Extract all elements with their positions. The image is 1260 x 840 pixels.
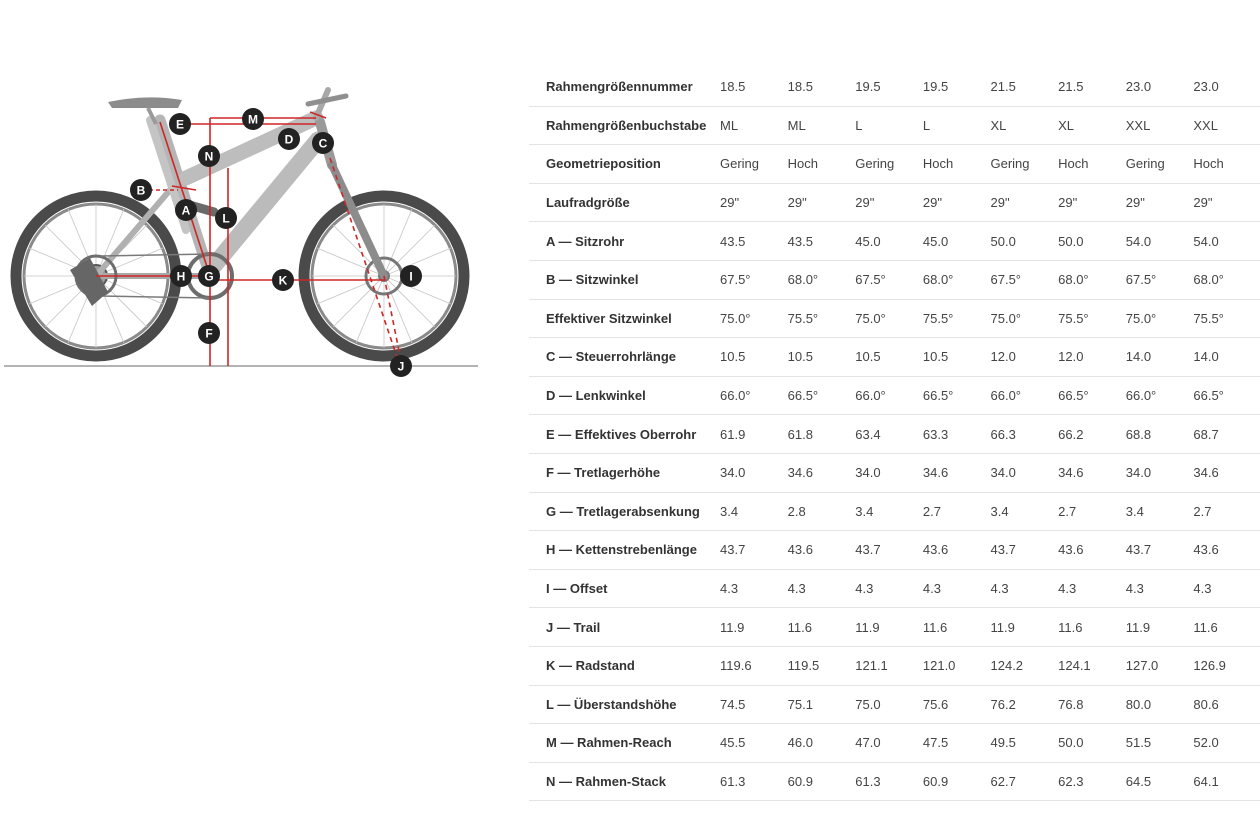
table-cell: 11.6 bbox=[922, 608, 990, 647]
table-cell: 61.3 bbox=[854, 762, 922, 801]
table-row bbox=[529, 106, 1260, 145]
table-cell: 61.3 bbox=[719, 762, 787, 801]
table-cell: 29" bbox=[787, 183, 855, 222]
table-cell: 45.5 bbox=[719, 724, 787, 763]
svg-text:C: C bbox=[318, 136, 328, 151]
svg-text:M: M bbox=[248, 112, 258, 127]
table-cell: 75.1 bbox=[787, 685, 855, 724]
marker-j bbox=[390, 355, 412, 377]
table-cell: L bbox=[854, 106, 922, 145]
table-cell: 75.0° bbox=[719, 299, 787, 338]
table-cell: 76.2 bbox=[990, 685, 1058, 724]
svg-text:J: J bbox=[397, 359, 405, 374]
row-label: Laufradgröße bbox=[529, 183, 719, 222]
table-cell: 2.7 bbox=[1057, 492, 1125, 531]
table-cell: 75.6 bbox=[922, 685, 990, 724]
table-cell: 67.5° bbox=[990, 260, 1058, 299]
table-cell: 3.4 bbox=[990, 492, 1058, 531]
table-cell: 66.0° bbox=[1125, 376, 1193, 415]
table-cell: 10.5 bbox=[922, 338, 990, 377]
table-cell: 4.3 bbox=[1125, 569, 1193, 608]
table-cell: 54.0 bbox=[1192, 222, 1260, 261]
table-cell: 29" bbox=[1192, 183, 1260, 222]
table-cell: 75.5° bbox=[787, 299, 855, 338]
table-cell: 66.5° bbox=[1057, 376, 1125, 415]
table-cell: 34.0 bbox=[1125, 453, 1193, 492]
table-cell: 4.3 bbox=[1192, 569, 1260, 608]
table-cell: 43.6 bbox=[1057, 531, 1125, 570]
table-cell: 10.5 bbox=[854, 338, 922, 377]
table-cell: 75.0 bbox=[854, 685, 922, 724]
row-label: Rahmengrößennummer bbox=[529, 68, 719, 106]
table-cell: 12.0 bbox=[1057, 338, 1125, 377]
table-row bbox=[529, 260, 1260, 299]
svg-text:N: N bbox=[204, 149, 214, 164]
marker-d bbox=[278, 128, 300, 150]
table-cell: L bbox=[922, 106, 990, 145]
table-cell: 51.5 bbox=[1125, 724, 1193, 763]
table-cell: 61.9 bbox=[719, 415, 787, 454]
table-cell: 68.0° bbox=[1057, 260, 1125, 299]
table-cell: 68.7 bbox=[1192, 415, 1260, 454]
table-cell: 11.6 bbox=[1192, 608, 1260, 647]
table-cell: 4.3 bbox=[990, 569, 1058, 608]
table-cell: 29" bbox=[1057, 183, 1125, 222]
table-cell: 66.3 bbox=[990, 415, 1058, 454]
table-cell: 60.9 bbox=[922, 762, 990, 801]
table-cell: XXL bbox=[1192, 106, 1260, 145]
table-cell: 2.7 bbox=[1192, 492, 1260, 531]
table-cell: 119.5 bbox=[787, 646, 855, 685]
marker-g bbox=[198, 265, 220, 287]
table-cell: 80.6 bbox=[1192, 685, 1260, 724]
table-cell: 61.8 bbox=[787, 415, 855, 454]
table-row bbox=[529, 145, 1260, 184]
table-cell: 127.0 bbox=[1125, 646, 1193, 685]
table-cell: 80.0 bbox=[1125, 685, 1193, 724]
table-cell: 124.1 bbox=[1057, 646, 1125, 685]
table-cell: 10.5 bbox=[787, 338, 855, 377]
table-cell: 47.5 bbox=[922, 724, 990, 763]
table-row bbox=[529, 338, 1260, 377]
table-cell: XL bbox=[1057, 106, 1125, 145]
table-cell: 11.6 bbox=[787, 608, 855, 647]
table-cell: 119.6 bbox=[719, 646, 787, 685]
table-cell: 21.5 bbox=[990, 68, 1058, 106]
table-cell: 66.0° bbox=[719, 376, 787, 415]
table-cell: 68.0° bbox=[922, 260, 990, 299]
table-cell: 34.6 bbox=[787, 453, 855, 492]
table-cell: 47.0 bbox=[854, 724, 922, 763]
table-cell: 121.1 bbox=[854, 646, 922, 685]
table-cell: 43.5 bbox=[719, 222, 787, 261]
table-cell: 54.0 bbox=[1125, 222, 1193, 261]
geometry-table bbox=[529, 68, 1260, 801]
table-cell: XXL bbox=[1125, 106, 1193, 145]
table-cell: 14.0 bbox=[1192, 338, 1260, 377]
table-cell: 3.4 bbox=[1125, 492, 1193, 531]
table-cell: 14.0 bbox=[1125, 338, 1193, 377]
marker-i bbox=[400, 265, 422, 287]
marker-f bbox=[198, 322, 220, 344]
row-label: G — Tretlagerabsenkung bbox=[529, 492, 719, 531]
table-cell: 68.0° bbox=[1192, 260, 1260, 299]
row-label: H — Kettenstrebenlänge bbox=[529, 531, 719, 570]
table-row bbox=[529, 569, 1260, 608]
table-cell: 75.0° bbox=[854, 299, 922, 338]
table-cell: 43.6 bbox=[1192, 531, 1260, 570]
table-cell: 29" bbox=[719, 183, 787, 222]
row-label: L — Überstandshöhe bbox=[529, 685, 719, 724]
table-cell: 43.7 bbox=[854, 531, 922, 570]
table-cell: 62.3 bbox=[1057, 762, 1125, 801]
table-cell: 68.0° bbox=[787, 260, 855, 299]
marker-a bbox=[175, 199, 197, 221]
table-cell: 45.0 bbox=[854, 222, 922, 261]
table-cell: 34.6 bbox=[922, 453, 990, 492]
table-cell: 64.5 bbox=[1125, 762, 1193, 801]
svg-text:G: G bbox=[204, 269, 214, 284]
table-cell: 66.5° bbox=[1192, 376, 1260, 415]
saddle bbox=[108, 97, 182, 108]
table-cell: 4.3 bbox=[719, 569, 787, 608]
table-cell: 43.5 bbox=[787, 222, 855, 261]
table-cell: 11.9 bbox=[990, 608, 1058, 647]
table-cell: 19.5 bbox=[922, 68, 990, 106]
table-cell: Gering bbox=[990, 145, 1058, 184]
table-cell: 43.6 bbox=[922, 531, 990, 570]
marker-c bbox=[312, 132, 334, 154]
table-cell: 66.0° bbox=[990, 376, 1058, 415]
table-cell: 34.0 bbox=[990, 453, 1058, 492]
svg-text:F: F bbox=[205, 326, 213, 341]
table-cell: 29" bbox=[1125, 183, 1193, 222]
table-cell: 43.7 bbox=[990, 531, 1058, 570]
table-row bbox=[529, 376, 1260, 415]
table-cell: 43.6 bbox=[787, 531, 855, 570]
table-cell: 2.7 bbox=[922, 492, 990, 531]
table-cell: XL bbox=[990, 106, 1058, 145]
svg-text:E: E bbox=[175, 117, 185, 132]
table-cell: 29" bbox=[922, 183, 990, 222]
table-cell: 66.5° bbox=[787, 376, 855, 415]
marker-l bbox=[215, 207, 237, 229]
table-cell: ML bbox=[719, 106, 787, 145]
table-cell: 18.5 bbox=[719, 68, 787, 106]
table-cell: Hoch bbox=[922, 145, 990, 184]
marker-n bbox=[198, 145, 220, 167]
table-cell: 46.0 bbox=[787, 724, 855, 763]
row-label: A — Sitzrohr bbox=[529, 222, 719, 261]
table-cell: 75.5° bbox=[1057, 299, 1125, 338]
table-cell: 3.4 bbox=[854, 492, 922, 531]
table-row bbox=[529, 762, 1260, 801]
table-row bbox=[529, 222, 1260, 261]
table-cell: 12.0 bbox=[990, 338, 1058, 377]
table-cell: 75.0° bbox=[990, 299, 1058, 338]
table-cell: Gering bbox=[1125, 145, 1193, 184]
row-label: Rahmengrößenbuchstabe bbox=[529, 106, 719, 145]
table-cell: 74.5 bbox=[719, 685, 787, 724]
table-cell: 63.4 bbox=[854, 415, 922, 454]
table-cell: 76.8 bbox=[1057, 685, 1125, 724]
table-cell: 19.5 bbox=[854, 68, 922, 106]
table-cell: 2.8 bbox=[787, 492, 855, 531]
table-row bbox=[529, 685, 1260, 724]
table-cell: 10.5 bbox=[719, 338, 787, 377]
table-cell: 124.2 bbox=[990, 646, 1058, 685]
table-cell: 66.0° bbox=[854, 376, 922, 415]
table-cell: 50.0 bbox=[1057, 222, 1125, 261]
svg-text:D: D bbox=[284, 132, 294, 147]
marker-e bbox=[169, 113, 191, 135]
table-row bbox=[529, 183, 1260, 222]
table-cell: 126.9 bbox=[1192, 646, 1260, 685]
table-cell: 75.5° bbox=[922, 299, 990, 338]
table-cell: 64.1 bbox=[1192, 762, 1260, 801]
table-cell: Hoch bbox=[1057, 145, 1125, 184]
table-cell: 67.5° bbox=[854, 260, 922, 299]
table-row bbox=[529, 453, 1260, 492]
marker-k bbox=[272, 269, 294, 291]
table-row bbox=[529, 531, 1260, 570]
table-cell: 68.8 bbox=[1125, 415, 1193, 454]
row-label: F — Tretlagerhöhe bbox=[529, 453, 719, 492]
table-cell: 43.7 bbox=[719, 531, 787, 570]
table-cell: 66.2 bbox=[1057, 415, 1125, 454]
table-cell: Gering bbox=[719, 145, 787, 184]
table-cell: 34.0 bbox=[854, 453, 922, 492]
table-cell: 75.0° bbox=[1125, 299, 1193, 338]
row-label: D — Lenkwinkel bbox=[529, 376, 719, 415]
svg-text:H: H bbox=[176, 269, 186, 284]
table-row bbox=[529, 492, 1260, 531]
table-cell: Gering bbox=[854, 145, 922, 184]
table-cell: 75.5° bbox=[1192, 299, 1260, 338]
table-cell: 3.4 bbox=[719, 492, 787, 531]
table-cell: 11.9 bbox=[1125, 608, 1193, 647]
table-cell: 50.0 bbox=[1057, 724, 1125, 763]
row-label: I — Offset bbox=[529, 569, 719, 608]
table-cell: 49.5 bbox=[990, 724, 1058, 763]
table-cell: 67.5° bbox=[719, 260, 787, 299]
row-label: M — Rahmen-Reach bbox=[529, 724, 719, 763]
table-cell: 45.0 bbox=[922, 222, 990, 261]
table-cell: Hoch bbox=[787, 145, 855, 184]
table-cell: 63.3 bbox=[922, 415, 990, 454]
row-label: C — Steuerrohrlänge bbox=[529, 338, 719, 377]
row-label: J — Trail bbox=[529, 608, 719, 647]
svg-text:A: A bbox=[181, 203, 191, 218]
geometry-table-body bbox=[529, 68, 1260, 801]
marker-m bbox=[242, 108, 264, 130]
marker-b bbox=[130, 179, 152, 201]
table-row bbox=[529, 415, 1260, 454]
table-cell: 11.9 bbox=[854, 608, 922, 647]
svg-text:I: I bbox=[409, 269, 413, 284]
table-row bbox=[529, 724, 1260, 763]
table-cell: 11.6 bbox=[1057, 608, 1125, 647]
row-label: E — Effektives Oberrohr bbox=[529, 415, 719, 454]
table-cell: 34.6 bbox=[1192, 453, 1260, 492]
table-cell: 29" bbox=[854, 183, 922, 222]
table-cell: 60.9 bbox=[787, 762, 855, 801]
table-cell: 50.0 bbox=[990, 222, 1058, 261]
table-cell: 4.3 bbox=[1057, 569, 1125, 608]
table-cell: 67.5° bbox=[1125, 260, 1193, 299]
table-cell: 4.3 bbox=[922, 569, 990, 608]
table-row bbox=[529, 646, 1260, 685]
row-label: B — Sitzwinkel bbox=[529, 260, 719, 299]
table-cell: 23.0 bbox=[1192, 68, 1260, 106]
table-cell: 18.5 bbox=[787, 68, 855, 106]
table-cell: 29" bbox=[990, 183, 1058, 222]
row-label: Geometrieposition bbox=[529, 145, 719, 184]
svg-text:L: L bbox=[222, 211, 230, 226]
table-cell: 43.7 bbox=[1125, 531, 1193, 570]
table-cell: 23.0 bbox=[1125, 68, 1193, 106]
svg-text:K: K bbox=[278, 273, 288, 288]
row-label: N — Rahmen-Stack bbox=[529, 762, 719, 801]
table-cell: 11.9 bbox=[719, 608, 787, 647]
table-cell: ML bbox=[787, 106, 855, 145]
table-cell: 52.0 bbox=[1192, 724, 1260, 763]
table-row bbox=[529, 299, 1260, 338]
marker-h bbox=[170, 265, 192, 287]
table-cell: 66.5° bbox=[922, 376, 990, 415]
table-row bbox=[529, 68, 1260, 106]
table-cell: 4.3 bbox=[787, 569, 855, 608]
table-cell: 62.7 bbox=[990, 762, 1058, 801]
table-cell: 21.5 bbox=[1057, 68, 1125, 106]
table-row bbox=[529, 608, 1260, 647]
row-label: K — Radstand bbox=[529, 646, 719, 685]
table-cell: 4.3 bbox=[854, 569, 922, 608]
row-label: Effektiver Sitzwinkel bbox=[529, 299, 719, 338]
bike-geometry-diagram bbox=[0, 70, 480, 390]
svg-text:B: B bbox=[136, 183, 146, 198]
table-cell: 34.6 bbox=[1057, 453, 1125, 492]
table-cell: 34.0 bbox=[719, 453, 787, 492]
table-cell: 121.0 bbox=[922, 646, 990, 685]
table-cell: Hoch bbox=[1192, 145, 1260, 184]
